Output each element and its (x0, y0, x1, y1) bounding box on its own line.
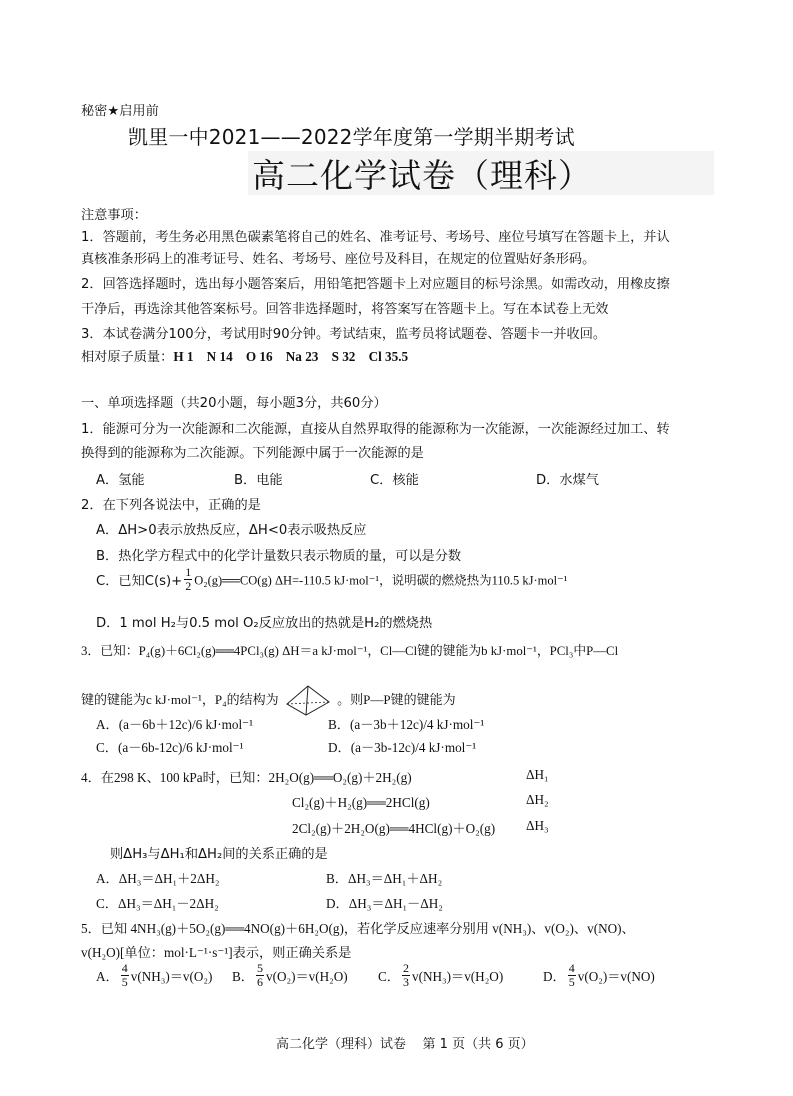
q4-option-d: D．ΔH₃＝ΔH₁－ΔH₂ (326, 896, 443, 911)
q1-option-d: D．水煤气 (536, 473, 599, 488)
q4-option-b: B．ΔH₃＝ΔH₁＋ΔH₂ (326, 871, 443, 886)
q5-a-den: 5 (121, 975, 128, 989)
q3-line1: 3．已知：P₄(g)＋6Cl₂(g)══4PCl₃(g) ΔH＝a kJ·mol⁻¹，Cl—Cl键的键能为b kJ·mol⁻¹，PCl₃中P—Cl (81, 644, 619, 658)
q5-d-rest: v(O₂)＝v(NO) (577, 969, 655, 984)
q2-stem: 2．在下列各说法中，正确的是 (81, 498, 261, 513)
page-footer: 高二化学（理科）试卷 第 1 页（共 6 页） (276, 1037, 534, 1052)
q5-line2: v(H₂O)[单位：mol·L⁻¹·s⁻¹]表示，则正确关系是 (81, 945, 352, 960)
q5-c-label: C． (378, 969, 400, 984)
q4-eq2: Cl₂(g)＋H₂(g)══2HCl(g) (292, 795, 430, 810)
q2-c-frac-num: 1 (185, 565, 192, 579)
q5-option-d (543, 962, 655, 989)
q5-option-c (378, 962, 503, 989)
q1-line1: 1．能源可分为一次能源和二次能源，直接从自然界取得的能源称为一次能源，一次能源经过加工、转 (81, 422, 670, 437)
q2-option-d: D．1 mol H₂与0.5 mol O₂反应放出的热就是H₂的燃烧热 (96, 616, 433, 631)
q5-c-fraction (402, 962, 410, 989)
q5-b-den: 6 (256, 975, 263, 989)
q5-b-num: 5 (256, 961, 263, 975)
q4-option-c: C．ΔH₃＝ΔH₁－2ΔH₂ (96, 896, 219, 911)
q2-c-prefix: C．已知C(s)+ (96, 574, 183, 589)
q5-d-num: 4 (568, 961, 575, 975)
note-1b: 真核准条形码上的准考证号、姓名、考场号、座位号及科目，在规定的位置贴好条形码。 (81, 252, 596, 267)
note-3: 3．本试卷满分100分，考试用时90分钟。考试结束，监考员将试题卷、答题卡一并收回。 (81, 327, 607, 342)
q3-line2 (81, 684, 456, 718)
q3-option-a: A．(a－6b＋12c)/6 kJ·mol⁻¹ (96, 717, 254, 732)
q4-eq3: 2Cl₂(g)＋2H₂O(g)══4HCl(g)＋O₂(g) (292, 821, 496, 836)
q5-d-den: 5 (568, 975, 575, 989)
note-1a: 1．答题前，考生务必用黑色碳素笔将自己的姓名、准考证号、考场号、座位号填写在答题卡上，并认 (81, 230, 670, 245)
q3-option-d: D．(a－3b-12c)/4 kJ·mol⁻¹ (328, 740, 477, 755)
q5-option-b (232, 962, 348, 989)
q5-a-rest: v(NH₃)＝v(O₂) (130, 969, 213, 984)
note-2a: 2．回答选择题时，选出每小题答案后，用铅笔把答题卡上对应题目的标号涂黑。如需改动，用橡皮擦 (81, 277, 670, 292)
q5-c-num: 2 (402, 961, 409, 975)
q2-option-b: B．热化学方程式中的化学计量数只表示物质的量，可以是分数 (96, 549, 462, 564)
q5-a-num: 4 (121, 961, 128, 975)
q5-c-den: 3 (402, 975, 409, 989)
q1-option-a: A．氢能 (96, 473, 145, 488)
q5-a-label: A． (96, 969, 119, 984)
q4-dh2: ΔH₂ (526, 792, 549, 807)
q5-line1: 5．已知 4NH₃(g)＋5O₂(g)══4NO(g)＋6H₂O(g)，若化学反应速率分别用 v(NH₃)、v(O₂)、v(NO)、 (81, 921, 635, 936)
atomic-mass-values: H 1 N 14 O 16 Na 23 S 32 Cl 35.5 (173, 349, 409, 364)
paper-title: 高二化学试卷（理科） (252, 156, 592, 195)
q3-option-c: C．(a－6b-12c)/6 kJ·mol⁻¹ (96, 740, 244, 755)
q5-a-fraction (121, 962, 129, 989)
q1-option-c: C．核能 (370, 473, 419, 488)
notes-heading: 注意事项： (81, 208, 147, 223)
q5-b-label: B． (232, 969, 254, 984)
secret-label: 秘密★启用前 (81, 104, 159, 119)
q4-option-a: A．ΔH₃＝ΔH₁＋2ΔH₂ (96, 871, 220, 886)
q5-d-fraction (568, 962, 576, 989)
q5-option-a (96, 962, 212, 989)
q4-line1: 4．在298 K、100 kPa时，已知：2H₂O(g)══O₂(g)＋2H₂(g) (81, 770, 412, 785)
q1-line2: 换得到的能源称为二次能源。下列能源中属于一次能源的是 (81, 446, 424, 461)
p4-tetrahedron-icon (284, 684, 332, 718)
exam-title: 凯里一中2021——2022学年度第一学期半期考试 (128, 125, 575, 149)
q1-option-b: B．电能 (234, 473, 283, 488)
q5-d-label: D． (543, 969, 566, 984)
q2-c-fraction (184, 566, 192, 593)
q2-c-rest: O₂(g)══CO(g) ΔH=-110.5 kJ·mol⁻¹，说明碳的燃烧热为110.5 kJ·mol⁻¹ (194, 573, 568, 588)
q3-option-b: B．(a－3b＋12c)/4 kJ·mol⁻¹ (328, 717, 485, 732)
q4-stem: 则ΔH₃与ΔH₁和ΔH₂间的关系正确的是 (110, 847, 328, 862)
q4-dh1: ΔH₁ (526, 767, 549, 782)
q5-b-fraction (256, 962, 264, 989)
note-2b: 干净后，再选涂其他答案标号。回答非选择题时，将答案写在答题卡上。写在本试卷上无效 (81, 302, 609, 317)
q2-c-frac-den: 2 (185, 579, 192, 593)
q4-dh3: ΔH₃ (526, 818, 549, 833)
q2-option-c (96, 566, 567, 593)
section-heading: 一、单项选择题（共20小题，每小题3分，共60分） (81, 396, 387, 411)
q2-option-a: A．ΔH>0表示放热反应，ΔH<0表示吸热反应 (96, 523, 367, 538)
q5-b-rest: v(O₂)＝v(H₂O) (265, 969, 348, 984)
atomic-mass-line (81, 346, 408, 365)
q5-c-rest: v(NH₃)＝v(H₂O) (411, 969, 504, 984)
q3-line2-post: 。则P—P键的键能为 (337, 691, 456, 707)
atomic-mass-label: 相对原子质量： (81, 350, 174, 365)
q3-line2-pre: 键的键能为c kJ·mol⁻¹，P₄的结构为 (81, 691, 279, 707)
